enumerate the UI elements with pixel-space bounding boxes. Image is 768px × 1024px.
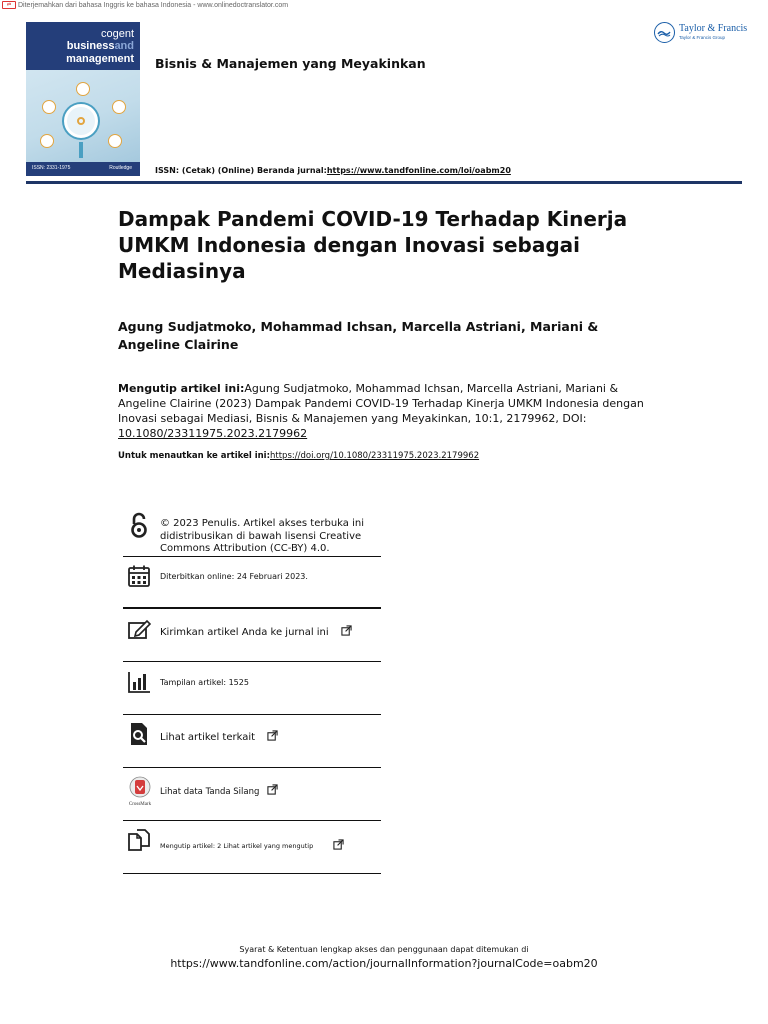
cover-title-line2: management [66,53,134,65]
info-divider [123,714,381,715]
external-link-icon [267,784,278,795]
header-rule [26,181,742,184]
citation-text: Agung Sudjatmoko, Mohammad Ichsan, Marcella Astriani, Mariani & Angeline Clairine (2023) Dampak Pandemi COVID-19 Terhadap Kinerja UMKM Indonesia dengan Inovasi sebagai Mediasi, Bisnis & Manajemen yang Meyakinkan, 10:1, 2179962, DOI: [118,382,644,425]
cover-brand: cogent [100,28,134,40]
cover-target-icon [64,104,98,138]
bar-chart-icon [127,670,151,694]
translator-icon: ⇄ [2,1,16,9]
open-access-icon [129,512,149,540]
article-link-line [118,451,678,461]
translator-banner-text: Diterjemahkan dari bahasa Inggris ke bahasa Indonesia - www.onlinedoctranslator.com [18,1,289,9]
document-search-icon [127,722,151,746]
cover-bubble-icon [76,82,90,96]
submit-article-item[interactable] [123,614,381,650]
terms-text: Syarat & Ketentuan lengkap akses dan penggunaan dapat ditemukan di [239,945,529,954]
publisher-name: Taylor & Francis [679,23,748,34]
cover-title-faded: and [114,40,134,52]
crossmark-item[interactable] [123,773,381,809]
citation-block [118,381,648,441]
cover-title-line1 [67,40,134,52]
cover-stand [79,142,83,158]
issn-line [155,166,511,175]
published-item [123,562,381,594]
external-link-icon [333,839,344,850]
cover-bubble-icon [108,134,122,148]
citing-documents-icon [127,828,151,852]
article-link-label: Untuk menautkan ke artikel ini: [118,451,270,461]
article-doi-link[interactable]: https://doi.org/10.1080/23311975.2023.2179962 [270,451,480,461]
external-link-icon [341,625,352,636]
license-item[interactable] [123,510,381,554]
cover-bubble-icon [112,100,126,114]
crossmark-icon [127,776,153,806]
article-views-item [123,667,381,703]
cover-publisher-mark: Routledge [109,165,132,171]
citation-doi-link[interactable]: 10.1080/23311975.2023.2179962 [118,427,308,440]
submit-article-label: Kirimkan artikel Anda ke jurnal ini [160,627,329,638]
cover-footer-band [26,162,140,176]
info-divider [123,873,381,874]
article-title: Dampak Pandemi COVID-19 Terhadap Kinerja UMKM Indonesia dengan Inovasi sebagai Mediasinya [118,207,628,283]
publisher-sub: Taylor & Francis Group [679,35,726,40]
info-divider [123,661,381,662]
taylor-francis-logo[interactable] [654,22,747,43]
external-link-icon [267,730,278,741]
cover-title-word: business [66,40,115,52]
journal-cover [26,22,140,176]
crossmark-label: Lihat data Tanda Silang [160,787,260,797]
published-text: Diterbitkan online: 24 Februari 2023. [160,572,308,581]
translator-banner[interactable] [0,0,288,10]
license-text: © 2023 Penulis. Artikel akses terbuka ini didistribusikan di bawah lisensi Creative Commons Attribution (CC-BY) 4.0. [160,518,364,554]
crossmark-logo-text: CrossMark [128,802,152,806]
cover-issn: ISSN: 2331-1975 [32,165,71,171]
cover-bubble-icon [42,100,56,114]
citing-articles-text [160,839,344,850]
related-articles-text [160,730,278,743]
tf-wave-icon [654,22,675,43]
cover-bubble-icon [40,134,54,148]
info-divider [123,607,381,609]
citing-articles-label: Mengutip artikel: 2 Lihat artikel yang mengutip [160,842,314,850]
terms-link[interactable]: https://www.tandfonline.com/action/journalInformation?journalCode=oabm20 [170,957,598,970]
article-views-text: Tampilan artikel: 1525 [160,678,249,687]
submit-article-text [160,625,352,638]
issn-label: ISSN: (Cetak) (Online) Beranda jurnal: [155,166,327,175]
edit-icon [127,618,151,642]
related-articles-item[interactable] [123,720,381,756]
journal-title: Bisnis & Manajemen yang Meyakinkan [155,56,426,71]
journal-homepage-link[interactable]: https://www.tandfonline.com/loi/oabm20 [326,166,511,175]
citing-articles-item[interactable] [123,826,381,862]
article-authors: Agung Sudjatmoko, Mohammad Ichsan, Marcella Astriani, Mariani & Angeline Clairine [118,319,599,352]
info-divider [123,767,381,768]
related-articles-label: Lihat artikel terkait [160,732,256,743]
info-divider [123,820,381,821]
citation-label: Mengutip artikel ini: [118,382,245,395]
info-divider [123,556,381,557]
crossmark-text [160,784,278,797]
calendar-icon [127,564,151,588]
